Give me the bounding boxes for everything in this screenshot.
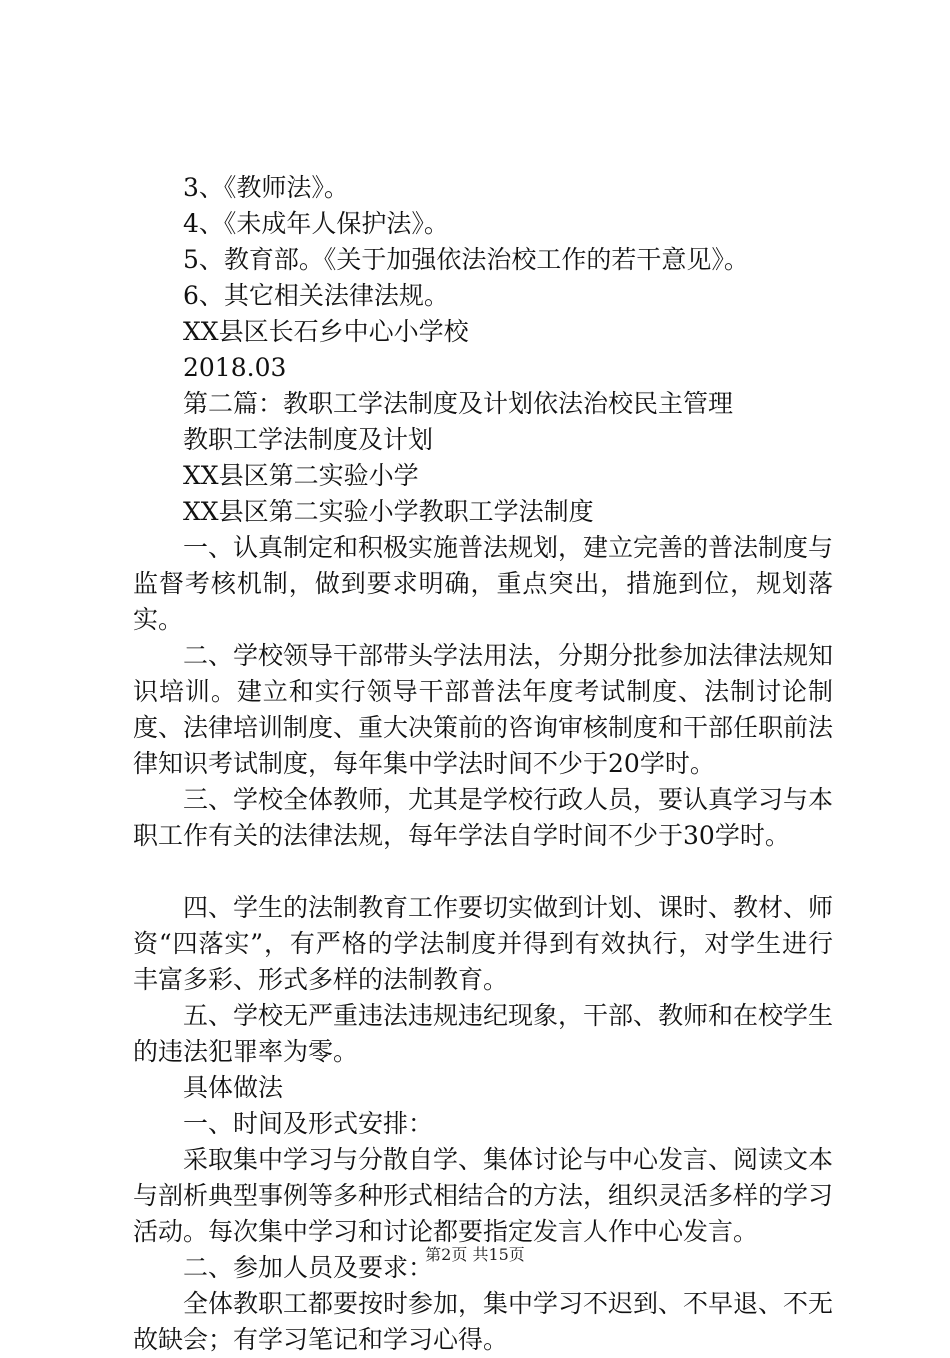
time-form-paragraph: 采取集中学习与分散自学、集体讨论与中心发言、阅读文本与剖析典型事例等多种形式相结合的方法，组织灵活多样的学习活动。每次集中学习和讨论都要指定发言人作中心发言。 (133, 1145, 834, 1246)
regulation-paragraph-1: 一、认真制定和积极实施普法规划，建立完善的普法制度与监督考核机制，做到要求明确，重点突出，措施到位，规划落实。 (133, 533, 834, 634)
chapter-title: 第二篇：教职工学法制度及计划依法治校民主管理 (183, 389, 734, 418)
regulation-title: XX县区第二实验小学教职工学法制度 (183, 497, 594, 526)
regulation-paragraph-5: 五、学校无严重违法违规违纪现象，干部、教师和在校学生的违法犯罪率为零。 (133, 1001, 834, 1066)
law-item-4: 4、《未成年人保护法》。 (183, 209, 449, 238)
school-name: XX县区第二实验小学 (183, 461, 419, 490)
participants-heading: 二、参加人员及要求： (183, 1253, 434, 1282)
blank-line (133, 854, 833, 890)
document-date: 2018.03 (183, 353, 287, 382)
document-body (133, 170, 833, 1358)
practice-heading: 具体做法 (183, 1073, 284, 1102)
regulation-paragraph-2: 二、学校领导干部带头学法用法，分期分批参加法律法规知识培训。建立和实行领导干部普法年度考试制度、法制讨论制度、法律培训制度、重大决策前的咨询审核制度和干部任职前法律知识考试制度，每年集中学法时间不少于20学时。 (133, 641, 834, 778)
section-title: 教职工学法制度及计划 (183, 425, 434, 454)
regulation-paragraph-3: 三、学校全体教师，尤其是学校行政人员，要认真学习与本职工作有关的法律法规，每年学法自学时间不少于30学时。 (133, 785, 834, 850)
participants-paragraph: 全体教职工都要按时参加，集中学习不迟到、不早退、不无故缺会；有学习笔记和学习心得。 (133, 1289, 834, 1354)
law-item-6: 6、其它相关法律法规。 (183, 281, 449, 310)
law-item-5: 5、教育部。《关于加强依法治校工作的若干意见》。 (183, 245, 749, 274)
page-number: 第2页 共15页 (425, 1245, 525, 1264)
law-item-3: 3、《教师法》。 (183, 173, 349, 202)
time-form-heading: 一、时间及形式安排： (183, 1109, 434, 1138)
regulation-paragraph-4: 四、学生的法制教育工作要切实做到计划、课时、教材、师资“四落实”，有严格的学法制度并得到有效执行，对学生进行丰富多彩、形式多样的法制教育。 (133, 893, 834, 994)
school-signature: XX县区长石乡中心小学校 (183, 317, 469, 346)
